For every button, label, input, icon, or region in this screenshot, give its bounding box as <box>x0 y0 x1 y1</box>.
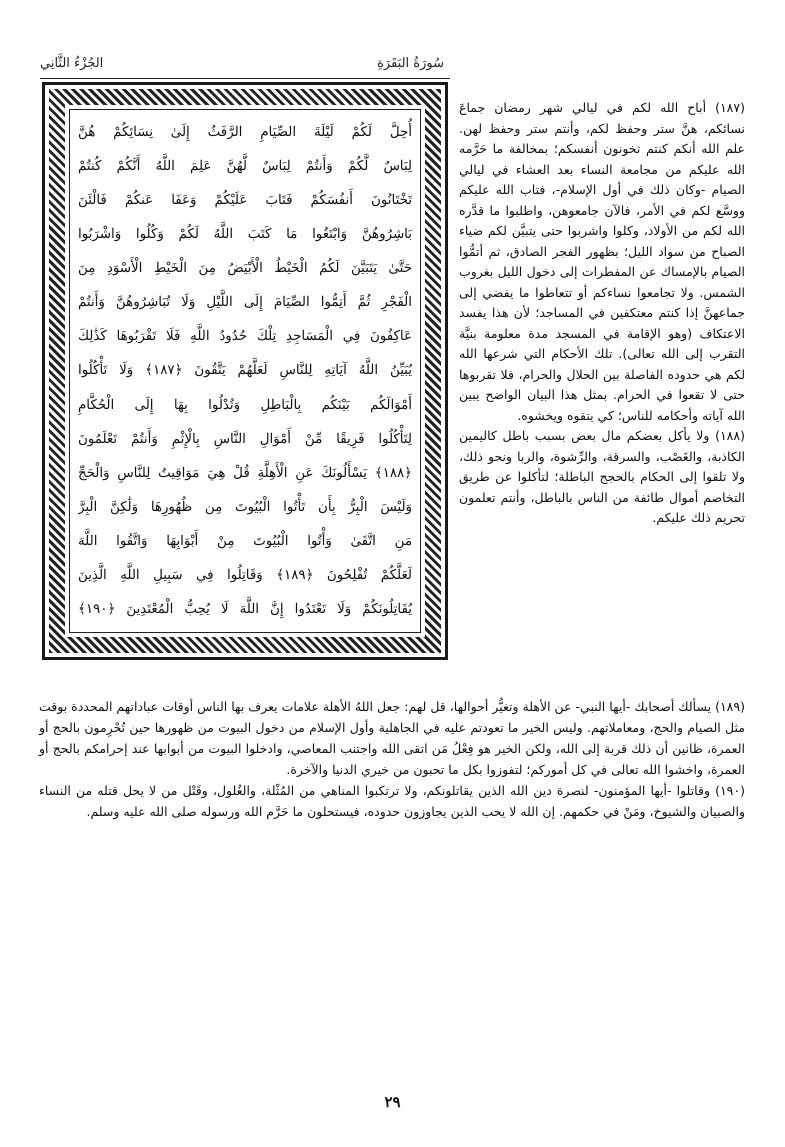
quran-line: عَاكِفُونَ فِي الْمَسَاجِدِ تِلْكَ حُدُودُ اللَّهِ فَلَا تَقْرَبُوهَا كَذَٰلِكَ <box>78 329 412 345</box>
quran-line: الْفَجْرِ ثُمَّ أَتِمُّوا الصِّيَامَ إِلَى اللَّيْلِ وَلَا تُبَاشِرُوهُنَّ وَأَنتُمْ <box>78 295 412 311</box>
quran-line: وَلَيْسَ الْبِرُّ بِأَن تَأْتُوا الْبُيُوتَ مِن ظُهُورِهَا وَلَٰكِنَّ الْبِرَّ <box>78 499 412 515</box>
tafsir-full-column <box>39 696 745 822</box>
ornamental-border <box>49 89 441 653</box>
surah-name: سُورَةُ البَقَرَةِ <box>377 56 444 71</box>
tafsir-paragraph-190: (١٩٠) وقاتلوا -أيها المؤمنون- لنصرة دين الله الذين يقاتلونكم، ولا ترتكبوا المناهي من المُثْلة، والغُلول، وقَتْل من لا يحل قتله من النساء والصبيان والشيوخ، ومَنْ في حكمهم. إن الله لا يحب الذين يجاوزون حدوده، فيستحلون ما حَرَّم الله ورسوله صلى الله عليه وسلم. <box>39 783 745 819</box>
quran-text-area <box>69 109 421 633</box>
quran-text-frame <box>42 82 448 660</box>
quran-line: لِتَأْكُلُوا فَرِيقًا مِّنْ أَمْوَالِ النَّاسِ بِالْإِثْمِ وَأَنتُمْ تَعْلَمُونَ <box>78 431 412 447</box>
quran-line: تَخْتَانُونَ أَنفُسَكُمْ فَتَابَ عَلَيْكُمْ وَعَفَا عَنكُمْ فَالْئَنَ <box>78 193 412 209</box>
quran-line: يُبَيِّنُ اللَّهُ آيَاتِهِ لِلنَّاسِ لَعَلَّهُمْ يَتَّقُونَ ﴿١٨٧﴾ وَلَا تَأْكُلُوا <box>78 363 412 379</box>
page-number: ٢٩ <box>384 1093 401 1111</box>
quran-line: بَاشِرُوهُنَّ وَابْتَغُوا مَا كَتَبَ اللَّهُ لَكُمْ وَكُلُوا وَاشْرَبُوا <box>78 227 412 243</box>
tafsir-paragraph-188: (١٨٨) ولا يأكل بعضكم مال بعض بسبب باطل كاليمين الكاذبة، والغَصْب، والسرقة، والرِّشوة، والربا ونحو ذلك، ولا تلقوا إلى الحكام بالحجج الباطلة؛ لتأكلوا عن طريق التخاصم أموال طائفة من الناس بالباطل، وأنتم تعلمون تحريم ذلك عليكم. <box>459 428 745 525</box>
quran-line: ﴿١٨٨﴾ يَسْأَلُونَكَ عَنِ الْأَهِلَّةِ قُلْ هِيَ مَوَاقِيتُ لِلنَّاسِ وَالْحَجِّ <box>78 465 412 481</box>
quran-line: يُقَاتِلُونَكُمْ وَلَا تَعْتَدُوا إِنَّ اللَّهَ لَا يُحِبُّ الْمُعْتَدِينَ ﴿١٩٠﴾ <box>78 601 412 617</box>
quran-line: لَعَلَّكُمْ تُفْلِحُونَ ﴿١٨٩﴾ وَقَاتِلُوا فِي سَبِيلِ اللَّهِ الَّذِينَ <box>78 567 412 583</box>
tafsir-paragraph-189: (١٨٩) يسألك أصحابك -أيها النبي- عن الأهلة وتغيُّر أحوالها، قل لهم: جعل اللهُ الأهلة علامات يعرف بها الناس أوقات عباداتهم المحددة بوقت مثل الصيام والحج، ومعاملاتهم. وليس الخير ما تعودتم عليه في الجاهلية وأول الإسلام من دخول البيوت من ظهورها حين تُحْرِمون بالحج أو العمرة، ظانين أن ذلك قربة إلى الله، ولكن الخير هو فِعْلُ مَن اتقى الله واجتنب المعاصي، وادخلوا البيوت من أبوابها عند إحرامكم بالحج أو العمرة، واخشوا الله تعالى في كل أموركم؛ لتفوزوا بكل ما تحبون من خيري الدنيا والآخرة. <box>39 699 745 777</box>
tafsir-side-column <box>459 98 745 529</box>
quran-line: حَتَّىٰ يَتَبَيَّنَ لَكُمُ الْخَيْطُ الْأَبْيَضُ مِنَ الْخَيْطِ الْأَسْوَدِ مِنَ <box>78 261 412 277</box>
quran-line: لِبَاسٌ لَّكُمْ وَأَنتُمْ لِبَاسٌ لَّهُنَّ عَلِمَ اللَّهُ أَنَّكُمْ كُنتُمْ <box>78 159 412 175</box>
page-header <box>40 50 450 79</box>
tafsir-paragraph-187: (١٨٧) أباح الله لكم في ليالي شهر رمضان جماعَ نسائكم، هنَّ ستر وحفظ لكم، وأنتم ستر وحفظ لهن. علم الله أنكم كنتم تخونون أنفسكم؛ بمخالفة ما حَرَّمه الله عليكم من مجامعة النساء بعد العشاء في ليالي الصيام -وكان ذلك في أول الإسلام-، فتاب الله عليكم ووسَّع لكم في الأمر، فالآن جامعوهن، واطلبوا ما قدَّره الله لكم من الأولاد، وكلوا واشربوا حتى يتبيَّن لكم ضياء الصباح من سواد الليل؛ بظهور الفجر الصادق، ثم أتمُّوا الصيام بالإمساك عن المفطرات إلى دخول الليل بغروب الشمس. ولا تجامعوا نساءكم أو تتعاطوا ما يفضي إلى جماعهنَّ إذا كنتم معتكفين في المساجد؛ لأن هذا يفسد الاعتكاف (وهو الإقامة في المسجد مدة معلومة بنيَّة التقرب إلى الله تعالى). تلك الأحكام التي شرعها الله لكم هي حدوده الفاصلة بين الحلال والحرام، فلا تقربوها حتى لا تقعوا في الحرام. بمثل هذا البيان الواضح يبين الله آياته وأحكامه للناس؛ كي يتقوه ويخشوه. <box>459 100 745 423</box>
quran-line: أُحِلَّ لَكُمْ لَيْلَةَ الصِّيَامِ الرَّفَثُ إِلَىٰ نِسَائِكُمْ هُنَّ <box>78 125 412 140</box>
juz-name: الجُزْءُ الثَّانِي <box>40 56 104 71</box>
quran-line: مَنِ اتَّقَىٰ وَأْتُوا الْبُيُوتَ مِنْ أَبْوَابِهَا وَاتَّقُوا اللَّهَ <box>78 533 412 549</box>
quran-line: أَمْوَالَكُم بَيْنَكُم بِالْبَاطِلِ وَتُدْلُوا بِهَا إِلَى الْحُكَّامِ <box>78 397 412 413</box>
